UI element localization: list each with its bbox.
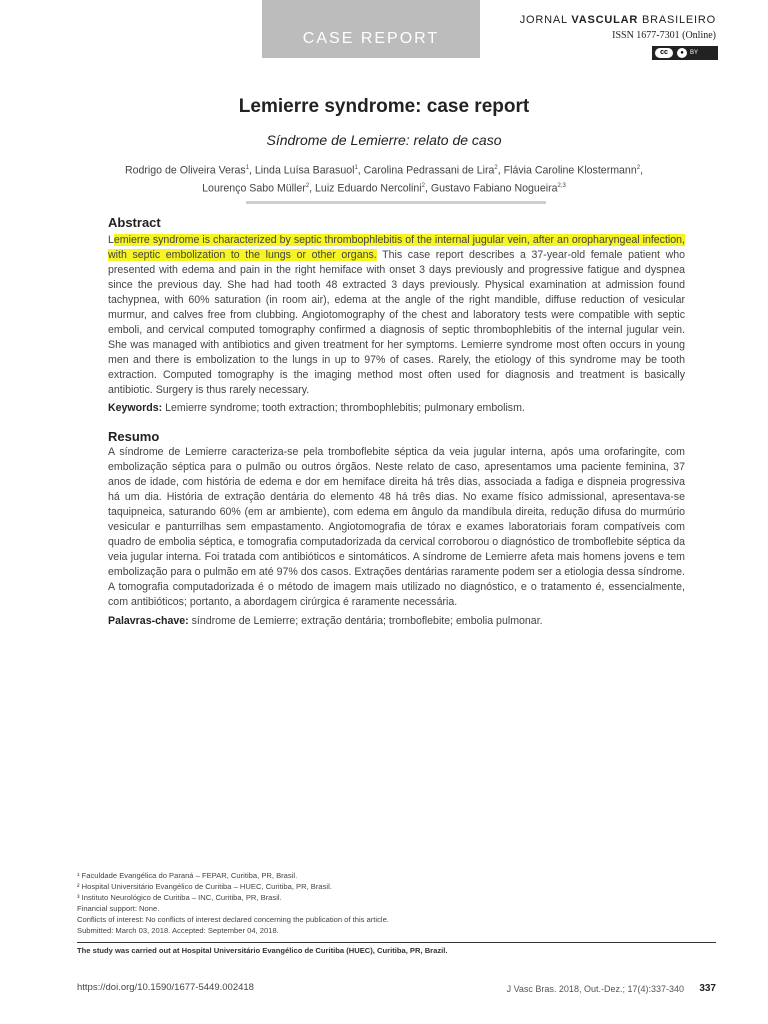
cc-icon: cc [655, 48, 673, 58]
title-divider [246, 201, 546, 204]
highlighted-text[interactable]: emierre syndrome is characterized by septic thrombophlebitis of the internal jugular vein, after an oropharyngeal infection, with septic embolization to the lungs or other organs. [108, 234, 685, 261]
cc-by-license-icon[interactable] [652, 46, 718, 60]
footnote-conflicts: Conflicts of interest: No conflicts of interest declared concerning the publication of this article. [77, 915, 389, 924]
resumo-heading: Resumo [108, 429, 160, 444]
journal-reference: J Vasc Bras. 2018, Out.-Dez.; 17(4):337-340 [506, 984, 684, 994]
abstract-heading: Abstract [108, 215, 161, 230]
footnote-affiliation-1: ¹ Faculdade Evangélica do Paraná – FEPAR, Curitiba, PR, Brasil. [77, 871, 298, 880]
article-title: Lemierre syndrome: case report [238, 96, 530, 117]
page-number: 337 [699, 983, 716, 994]
study-location-note: The study was carried out at Hospital Universitário Evangélico de Curitiba (HUEC), Curitiba, PR, Brazil. [77, 946, 448, 955]
footnote-financial: Financial support: None. [77, 904, 160, 913]
footnote-divider [77, 942, 716, 943]
issn: ISSN 1677-7301 (Online) [612, 30, 716, 41]
keywords: Keywords: Lemierre syndrome; tooth extraction; thrombophlebitis; pulmonary embolism. [108, 402, 525, 414]
footnote-affiliation-3: ³ Instituto Neurológico de Curitiba – INC, Curitiba, PR, Brasil. [77, 893, 282, 902]
resumo-text[interactable]: A síndrome de Lemierre caracteriza-se pela tromboflebite séptica da veia jugular interna, após uma orofaringite, com embolização séptica para o pulmão ou outros órgãos. Neste relato de caso, apresentamos uma paciente feminina, 37 anos de idade, com história de edema e dor em hemiface direita há três dias, associada a fadiga e dispneia progressiva há um dia. História de extração dentária do elemento 48 há três dias. No exame físico admissional, apresentava-se taquipneica, saturando 60% (em ar ambiente), com edema em ângulo da mandíbula direita, redução difusa do murmúrio vesicular e panturrilhas sem empastamento. Angiotomografia de tórax e exames laboratoriais foram compatíveis com quadro de embolia séptica, e tomografia computadorizada da cervical corroborou o diagnóstico de tromboflebite séptica da veia jugular interna. Foi tratada com antibióticos e sintomáticos. A síndrome de Lemierre afeta mais homens jovens e tem embolização para o pulmão em até 97% dos casos. Extrações dentárias raramente podem ser a etiologia dessa síndrome. A tomografia computadorizada é o método de imagem mais utilizado no diagnóstico, e o tratamento é, essencialmente, com antibióticos; portanto, a abordagem cirúrgica é raramente necessária. [108, 446, 685, 608]
case-report-banner [262, 0, 480, 58]
banner-label: CASE REPORT [302, 30, 440, 47]
footnotes [77, 870, 389, 936]
by-label: BY [690, 50, 699, 56]
article-subtitle: Síndrome de Lemierre: relato de caso [266, 132, 502, 148]
attribution-person-icon: ● [677, 48, 687, 58]
journal-name: JORNAL VASCULAR BRASILEIRO [519, 14, 716, 26]
author-list: Rodrigo de Oliveira Veras$^1$, Linda Luísa Barasuol$^1$, Carolina Pedrassani de Lira$^2$, Flávia Caroline Klostermann$^2$, Lourenço Sabo Müller$^2$, Luiz Eduardo Nercolini$^2$, Gustavo Fabiano Nogueira$^{2,3}$ [124, 164, 644, 195]
footnote-affiliation-2: ² Hospital Universitário Evangélico de Curitiba – HUEC, Curitiba, PR, Brasil. [77, 882, 332, 891]
footnote-dates: Submitted: March 03, 2018. Accepted: September 04, 2018. [77, 926, 279, 935]
palavras-chave: Palavras-chave: síndrome de Lemierre; extração dentária; tromboflebite; embolia pulmonar. [108, 615, 543, 627]
abstract-text[interactable]: Lemierre syndrome is characterized by septic thrombophlebitis of the internal jugular vein, after an oropharyngeal infection, with septic embolization to the lungs or other organs. This case report describes a 37-year-old female patient who presented with edema and pain in the right hemiface with onset 3 days previously and progressive fatigue and dyspnea since the previous day. She had had tooth 48 extracted 3 days previously. Physical examination at admission found tachypnea, with 60% saturation (in room air), edema at the angle of the right mandible, diffuse reduction of vesicular murmur, and calves free from clubbing. Angiotomography of the chest and laboratory tests were compatible with septic emboli, and cervical computed tomography confirmed a diagnosis of septic thrombophlebitis of the internal jugular vein. She was managed with antibiotics and given treatment for her symptoms. Lemierre syndrome most often occurs in young men and there is embolization to the lungs in up to 97% of cases. Rarely, the etiology of this syndrome may be tooth extraction. Computed tomography is the imaging method most often used for diagnosis and treatment is basically antibiotic. Surgery is thus rarely necessary. [108, 234, 685, 396]
doi-link[interactable]: https://doi.org/10.1590/1677-5449.002418 [77, 982, 254, 993]
